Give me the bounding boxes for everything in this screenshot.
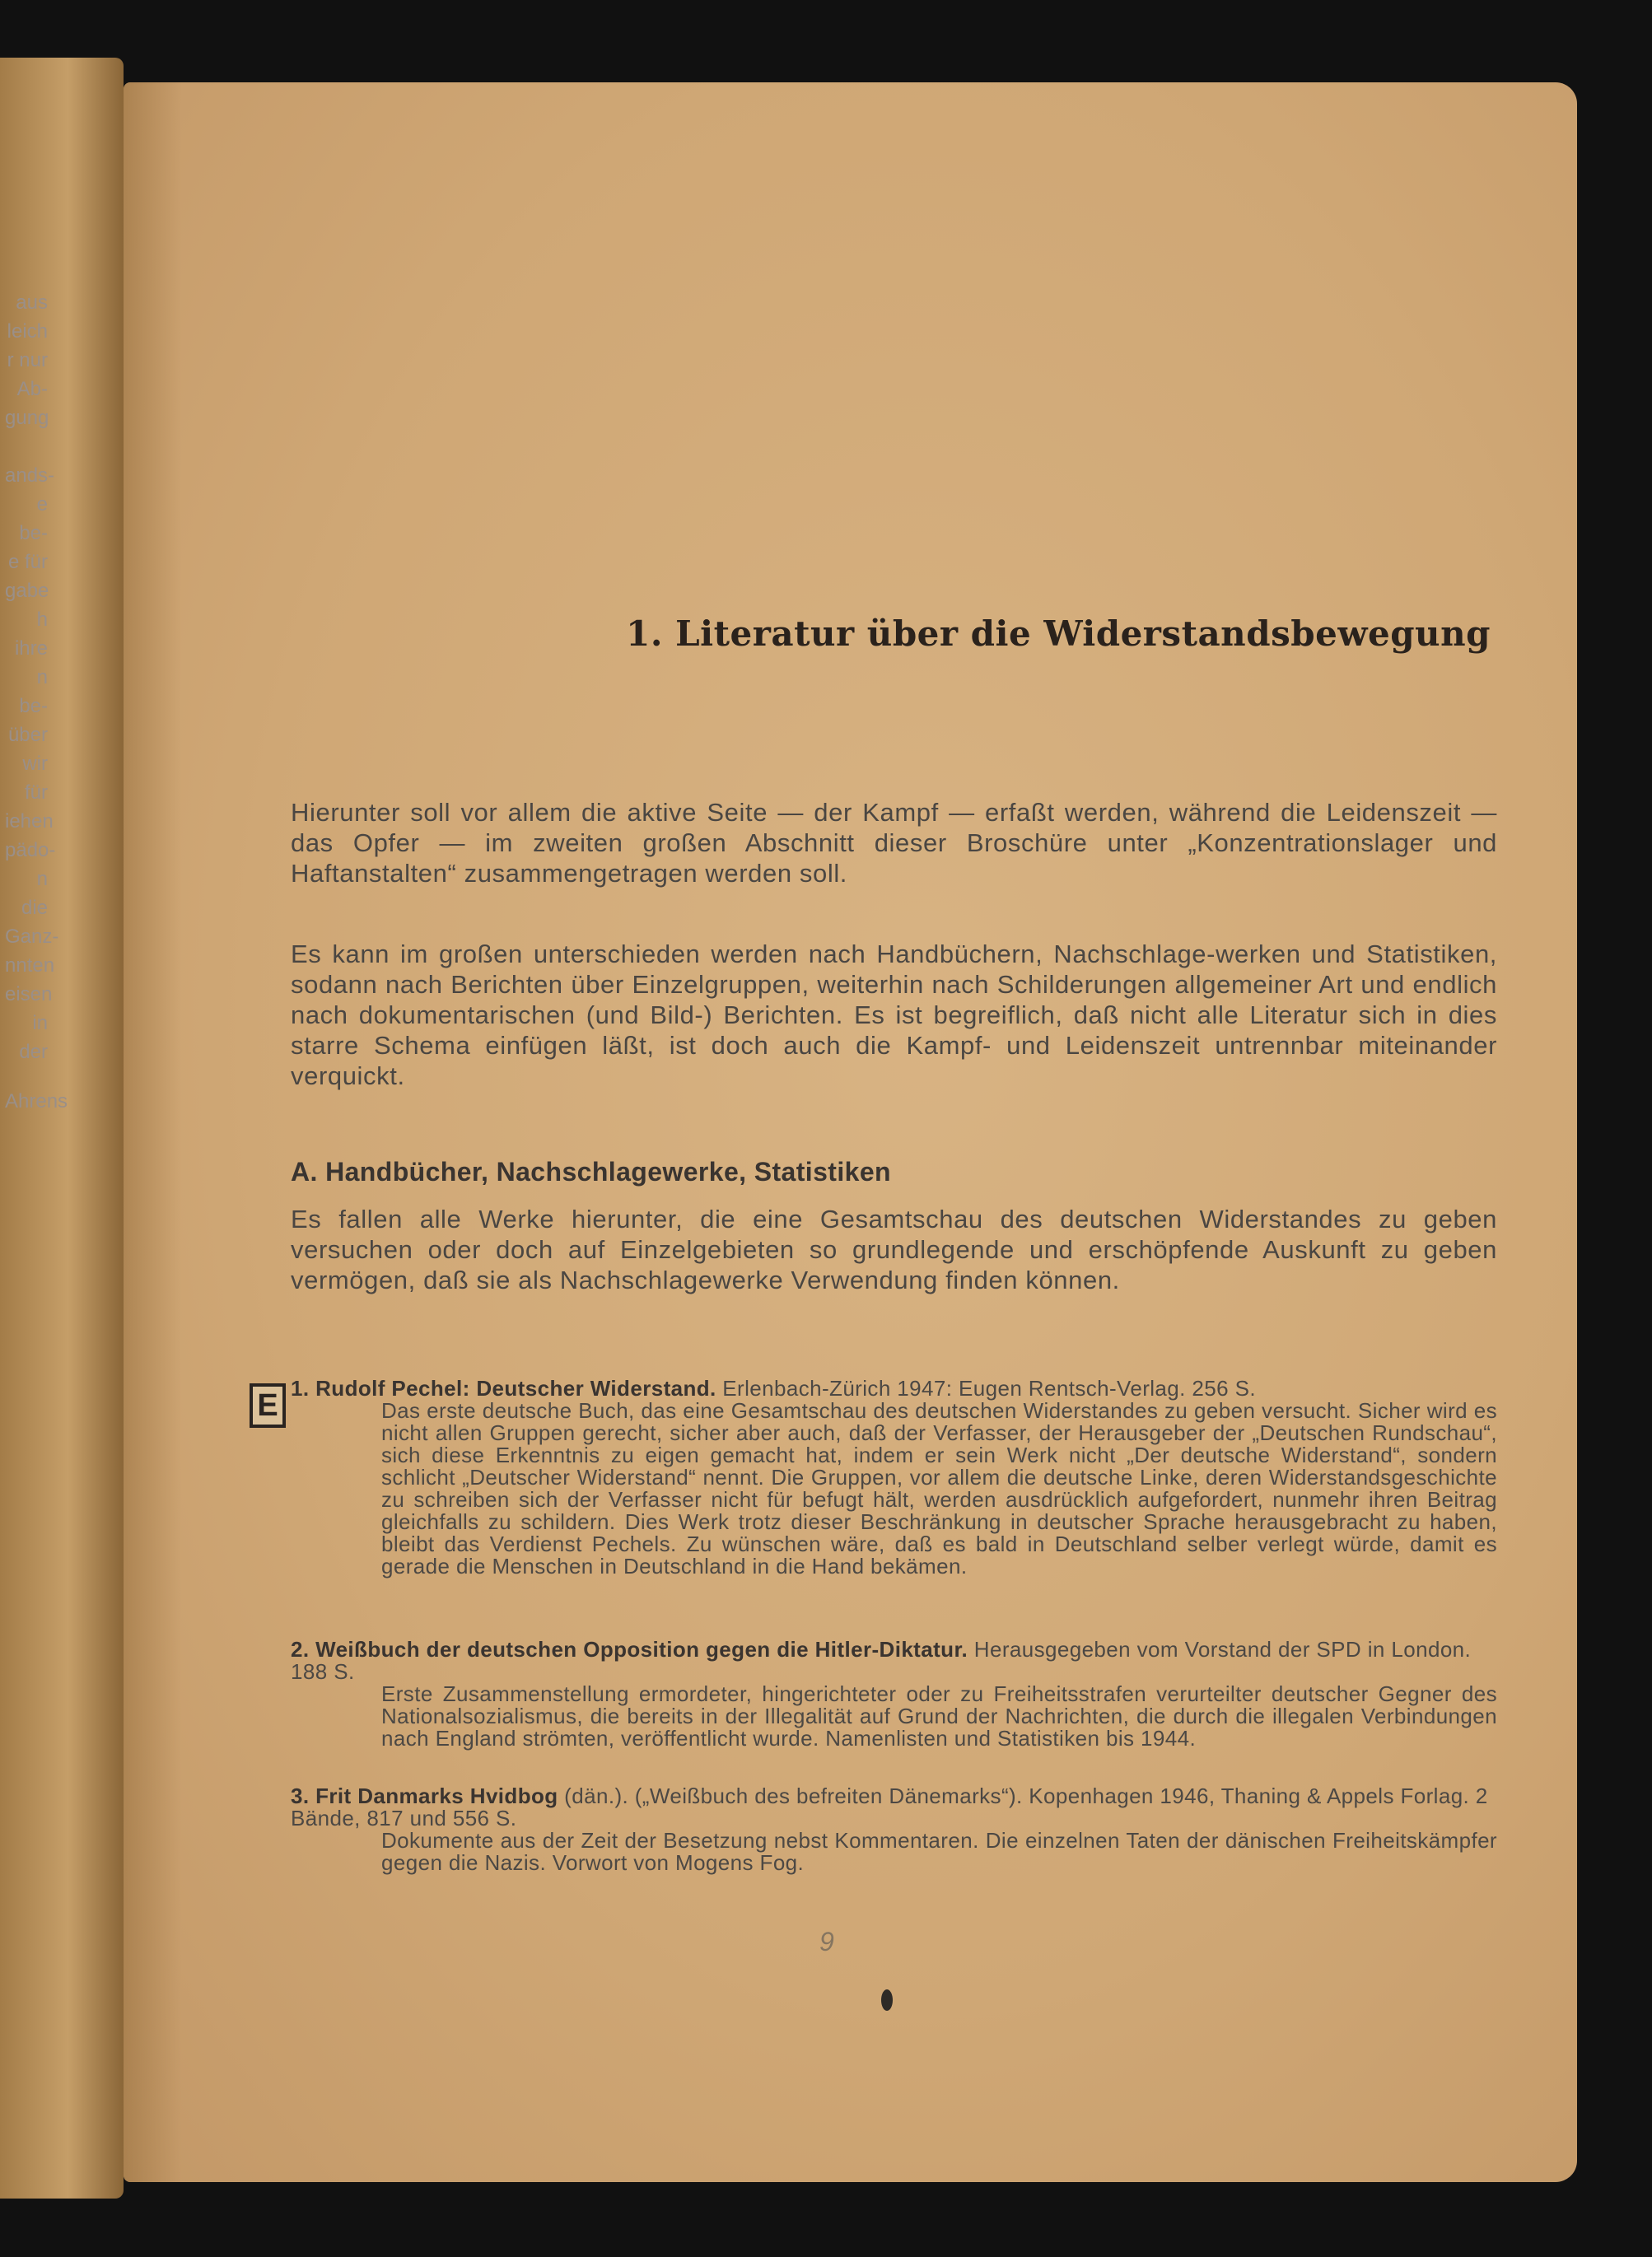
marker-e-icon: E — [250, 1383, 286, 1428]
left-page-fragment: Ab- — [16, 378, 48, 400]
entry-1-title: 1. Rudolf Pechel: Deutscher Widerstand. — [291, 1376, 716, 1401]
entry-1-publisher: Erlenbach-Zürich 1947: Eugen Rentsch-Verlag. 256 S. — [716, 1376, 1256, 1401]
entry-2-publisher: Herausgegeben vom Vorstand der SPD in London. 188 S. — [291, 1637, 1472, 1684]
left-page-fragment: gung — [5, 407, 49, 429]
left-page-fragment: Ahrens — [5, 1090, 68, 1112]
bibliography-entry-1 — [291, 1378, 1497, 1578]
left-page-fragment — [5, 432, 48, 461]
section-a-text: Es fallen alle Werke hierunter, die eine Gesamtschau des deutschen Widerstandes zu geben versuchen oder doch auf Einzelgebieten so grundlegende und erschöpfende Auskunft zu geben vermögen, daß sie als Nachschlagewerke Verwendung finden können. — [291, 1205, 1497, 1294]
section-a-title: A. Handbücher, Nachschlagewerke, Statistiken — [291, 1157, 891, 1187]
left-page-fragment: r nur — [7, 349, 48, 371]
left-page-fragments-top — [5, 288, 59, 1066]
page-number: 9 — [819, 1927, 834, 1956]
left-page-fragment: wir für — [22, 753, 48, 804]
entry-2-title: 2. Weißbuch der deutschen Opposition gegen die Hitler-Diktatur. — [291, 1637, 968, 1662]
left-page-fragment: pädo- — [5, 839, 56, 861]
left-page-fragments-bottom — [5, 1087, 68, 1116]
left-page-fragment: leich — [7, 320, 48, 343]
bibliography-entry-2 — [291, 1639, 1497, 1750]
entry-3-title: 3. Frit Danmarks Hvidbog — [291, 1784, 558, 1808]
left-page-fragment: über — [7, 724, 48, 746]
left-page-edge — [0, 58, 124, 2199]
document-page — [124, 82, 1577, 2182]
left-page-fragment: n be- — [19, 666, 48, 717]
left-page-fragment: n die — [21, 868, 48, 919]
ink-smudge — [881, 1989, 893, 2011]
entry-2-description: Erste Zusammenstellung ermordeter, hingerichteter oder zu Freiheitsstrafen verurteilter deutscher Gegner des Nationalsozialismus, die bereits in der Illegalität auf Grund der Nachrichten, die durch die illegalen Verbindungen nach England strömten, veröffentlicht wurde. Namenlisten und Statistiken bis 1944. — [381, 1681, 1497, 1751]
page-gutter-shadow — [124, 82, 181, 2182]
entry-3-description: Dokumente aus der Zeit der Besetzung nebst Kommentaren. Die einzelnen Taten der dänischen Freiheitskämpfer gegen die Nazis. Vorwort von Mogens Fog. — [381, 1828, 1497, 1875]
entry-1-description: Das erste deutsche Buch, das eine Gesamtschau des deutschen Widerstandes zu geben versucht. Sicher wird es nicht allen Gruppen gerecht, sicher aber auch, daß der Verfasser, der Herausgeber der „Deutschen Rundschau“, sich diese Erkenntnis zu eigen gemacht hat, indem er sein Werk nicht „Der deutsche Widerstand“, sondern schlicht „Deutscher Widerstand“ nennt. Die Gruppen, vor allem die deutsche Linke, deren Widerstandsgeschichte zu schreiben sich der Verfasser nicht für befugt hält, werden ausdrücklich aufgefordert, nunmehr ihren Beitrag gleichfalls zu schildern. Dies Werk trotz dieser Beschränkung in deutscher Sprache herausgebracht zu haben, bleibt das Verdienst Pechels. Zu wünschen wäre, daß es bald in Deutschland selber verlegt würde, damit es gerade die Menschen in Deutschland in die Hand bekämen. — [381, 1398, 1497, 1579]
left-page-fragment: eisen — [5, 983, 53, 1005]
left-page-fragment: iehen — [5, 810, 54, 832]
left-page-fragment: Ganz- — [5, 926, 59, 948]
left-page-fragment: nnten — [5, 954, 55, 977]
entry-3-publisher: (dän.). („Weißbuch des befreiten Dänemarks“). Kopenhagen 1946, Thaning & Appels Forlag. 2 Bände, 817 und 556 S. — [291, 1784, 1488, 1830]
intro-paragraph-2: Es kann im großen unterschieden werden nach Handbüchern, Nachschlage-werken und Statistiken, sodann nach Berichten über Einzelgruppen, weiterhin nach Schilderungen allgemeiner Art und endlich nach dokumentarischen (und Bild-) Berichten. Es ist begreiflich, daß nicht alle Literatur sich in dies starre Schema einfügen läßt, ist doch auch die Kampf- und Leidenszeit untrennbar miteinander verquickt. — [291, 940, 1497, 1090]
left-page-fragment: h ihre — [14, 609, 48, 660]
page-heading: 1. Literatur über die Widerstandsbewegung — [626, 613, 1491, 654]
left-page-fragment: ands- — [5, 464, 55, 487]
left-page-fragment: e be- — [19, 493, 48, 544]
left-page-fragment: gabe — [5, 580, 49, 602]
left-page-fragment: e für — [7, 551, 48, 573]
left-page-fragment: in der — [19, 1012, 48, 1063]
bibliography-entry-3 — [291, 1785, 1497, 1874]
left-page-fragment: aus — [16, 291, 48, 314]
intro-paragraph-1: Hierunter soll vor allem die aktive Seite — der Kampf — erfaßt werden, während die Leidenszeit — das Opfer — im zweiten großen Abschnitt dieser Broschüre unter „Konzentrationslager und Haftanstalten“ zusammengetragen werden soll. — [291, 798, 1497, 888]
